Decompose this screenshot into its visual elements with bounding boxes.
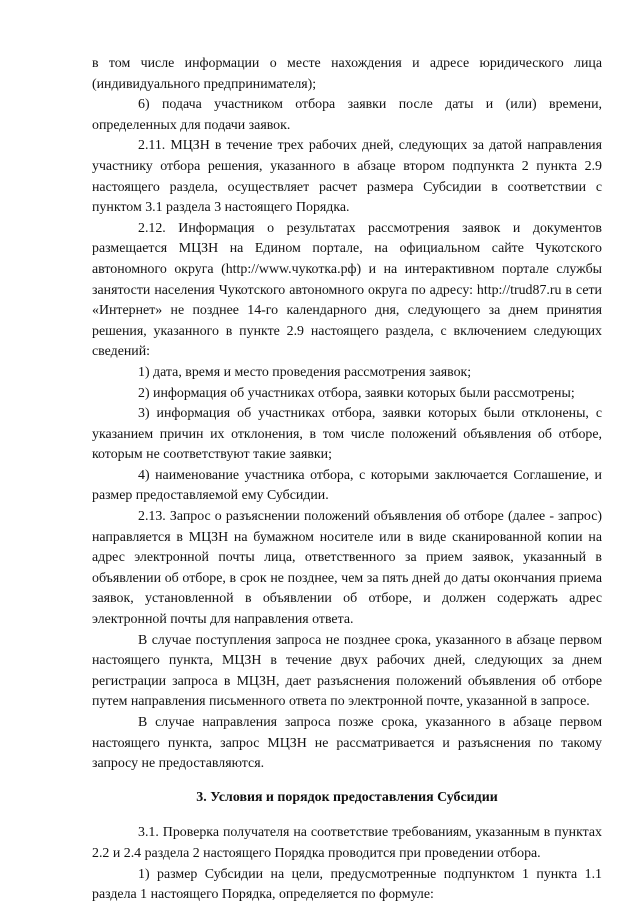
paragraph-2-13: 2.13. Запрос о разъяснении положений объявления об отборе (далее - запрос) направляется в МЦЗН на бумажном носителе или в виде сканированной копии на адрес электронной почты лица, ответственного за прием заявок, указанный в объявлении об отборе, в срок не позднее, чем за пять дней до даты окончания приема заявок, установленной в объявлении об отборе, и должен содержать адрес электронной почты для направления ответа. bbox=[92, 509, 602, 628]
document-page bbox=[92, 54, 602, 906]
paragraph-continuation: в том числе информации о месте нахождения и адресе юридического лица (индивидуального предпринимателя); bbox=[92, 56, 602, 92]
paragraph-2-13-b: В случае направления запроса позже срока, указанного в абзаце первом настоящего пункта, запрос МЦЗН не рассматривается и разъяснения по такому запросу не предоставляются. bbox=[92, 715, 602, 772]
section-heading: 3. Условия и порядок предоставления Субсидии bbox=[196, 789, 498, 805]
paragraph-list-4: 4) наименование участника отбора, с которыми заключается Соглашение, и размер предоставляемой ему Субсидии. bbox=[92, 467, 602, 504]
paragraph-list-1: 1) дата, время и место проведения рассмотрения заявок; bbox=[138, 364, 472, 380]
paragraph-item-6: 6) подача участником отбора заявки после даты и (или) времени, определенных для подачи заявок. bbox=[92, 97, 602, 133]
paragraph-2-13-a: В случае поступления запроса не позднее срока, указанного в абзаце первом настоящего пункта, МЦЗН в течение двух рабочих дней, следующих за днем регистрации запроса в МЦЗН, дает разъяснения положений объявления об отборе путем направления письменного ответа по электронной почте, указанной в запросе. bbox=[92, 632, 602, 710]
paragraph-3-1-item-1: 1) размер Субсидии на цели, предусмотренные подпунктом 1 пункта 1.1 раздела 1 настоящего Порядка, определяется по формуле: bbox=[92, 866, 602, 903]
paragraph-3-1: 3.1. Проверка получателя на соответствие требованиям, указанным в пунктах 2.2 и 2.4 раздела 2 настоящего Порядка проводится при проведении отбора. bbox=[92, 825, 602, 861]
paragraph-2-11: 2.11. МЦЗН в течение трех рабочих дней, следующих за датой направления участнику отбора решения, указанного в абзаце втором подпункта 2 пункта 2.9 настоящего раздела, осуществляет расчет размера Субсидии в соответствии с пунктом 3.1 раздела 3 настоящего Порядка. bbox=[92, 138, 602, 216]
paragraph-list-2: 2) информация об участниках отбора, заявки которых были рассмотрены; bbox=[138, 385, 575, 401]
paragraph-list-3: 3) информация об участниках отбора, заявки которых были отклонены, с указанием причин их отклонения, в том числе положений объявления об отборе, которым не соответствуют такие заявки; bbox=[92, 406, 602, 463]
paragraph-2-12: 2.12. Информация о результатах рассмотрения заявок и документов размещается МЦЗН на Едином портале, на официальном сайте Чукотского автономного округа (http://www.чукотка.рф) и на интерактивном портале службы занятости населения Чукотского автономного округа по адресу: http://trud87.ru в сети «Интернет» не позднее 14-го календарного дня, следующего за днем принятия решения, указанного в пункте 2.9 настоящего раздела, с включением следующих сведений: bbox=[92, 220, 602, 360]
